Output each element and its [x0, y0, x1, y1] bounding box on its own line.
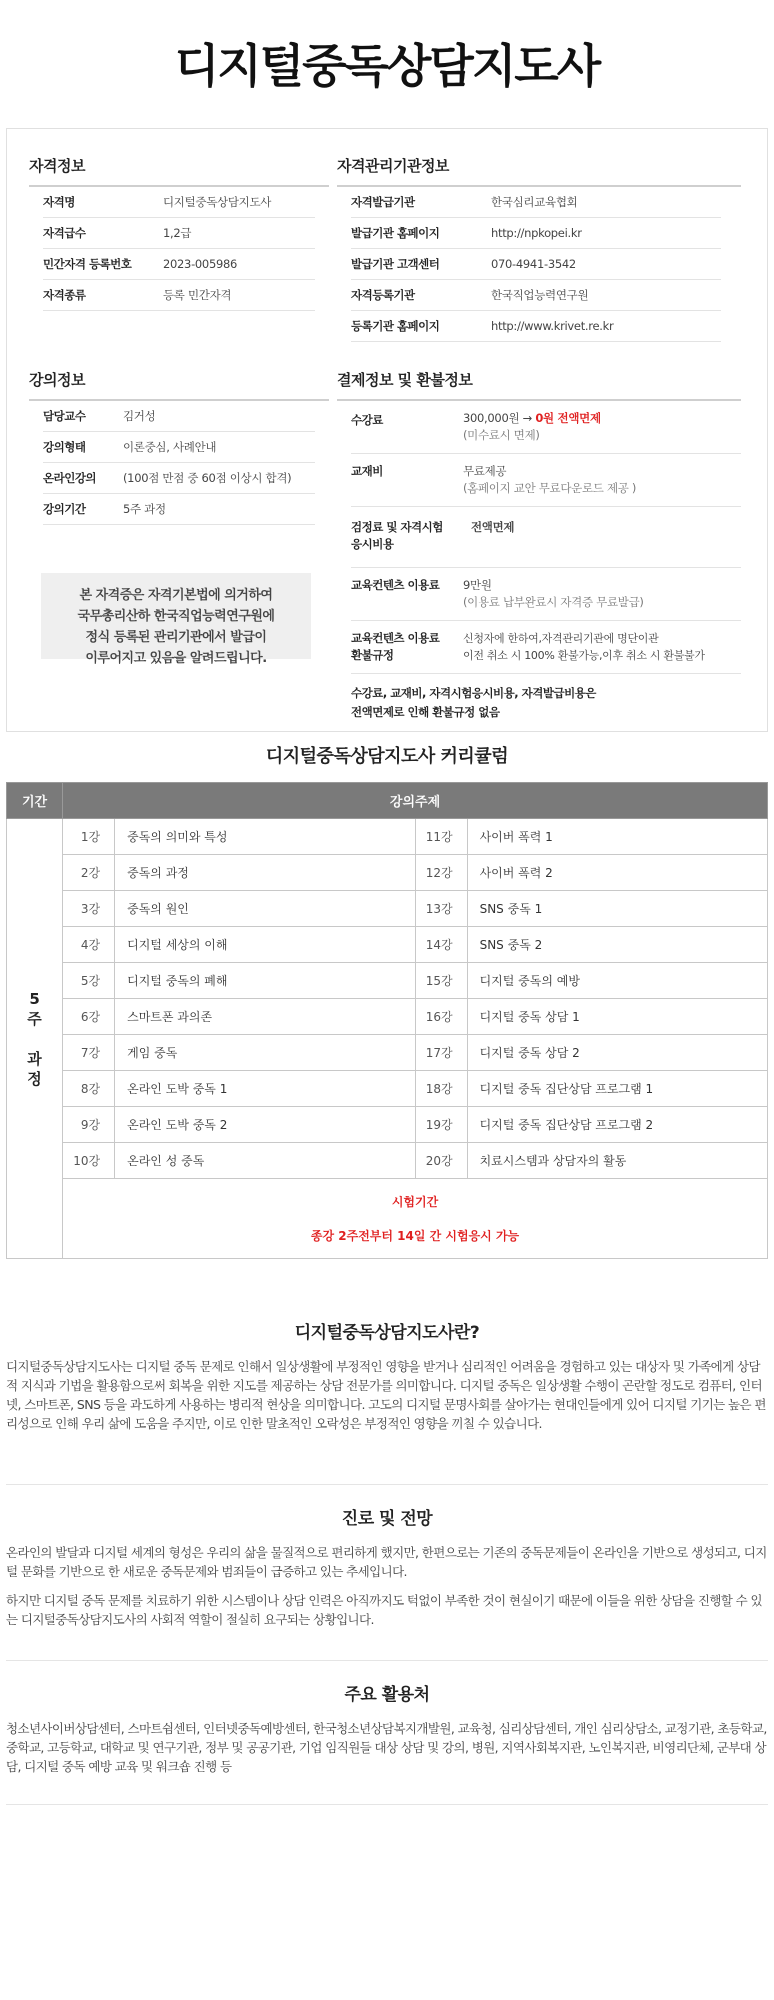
- info-key: 자격발급기관: [351, 195, 415, 209]
- info-row: [43, 432, 315, 463]
- payment-key-line: 응시비용: [351, 537, 394, 551]
- lesson-number: 5강: [63, 963, 115, 999]
- lesson-topic: 디지털 중독의 예방: [467, 963, 767, 999]
- notice-line: 국무총리산하 한국직업능력연구원에: [77, 609, 275, 624]
- payment-key-line: 환불규정: [351, 648, 394, 662]
- period-char: 주: [27, 1009, 42, 1028]
- lesson-number: 17강: [415, 1035, 467, 1071]
- lesson-number: 1강: [63, 819, 115, 855]
- info-key: 발급기관 홈페이지: [351, 226, 440, 240]
- info-key: 민간자격 등록번호: [43, 257, 132, 271]
- info-key: 자격등록기관: [351, 288, 415, 302]
- refund-line: 신청자에 한하여,자격관리기관에 명단이관: [463, 632, 659, 645]
- info-row: [351, 218, 721, 249]
- refund-line: 이전 취소 시 100% 환불가능,이후 취소 시 환불불가: [463, 649, 705, 662]
- refund-note-line: 수강료, 교재비, 자격시험응시비용, 자격발급비용은: [351, 686, 596, 700]
- lesson-number: 3강: [63, 891, 115, 927]
- payment-key: 교육컨텐츠 이용료: [351, 578, 440, 592]
- table-row: [7, 927, 768, 963]
- payment-key: [351, 630, 463, 664]
- divider: [6, 1660, 768, 1661]
- curriculum-table: [6, 782, 768, 1259]
- notice-line: 이루어지고 있음을 알려드립니다.: [85, 651, 267, 666]
- info-value: 이론중심, 사례안내: [123, 440, 217, 454]
- lecture-info-section: [29, 369, 329, 525]
- info-row: [43, 218, 315, 249]
- refund-note-line: 전액면제로 인해 환불규정 없음: [351, 705, 500, 719]
- period-cell: [7, 819, 63, 1259]
- info-key: 강의형태: [43, 440, 86, 454]
- notice-line: 정식 등록된 관리기관에서 발급이: [85, 630, 267, 645]
- info-row: [43, 494, 315, 525]
- info-row: [43, 187, 315, 218]
- homepage-link[interactable]: http://npkopei.kr: [491, 226, 582, 240]
- payment-value: [463, 463, 636, 497]
- org-info-section: [337, 155, 741, 342]
- info-value: 070-4941-3542: [491, 257, 576, 271]
- info-row: [351, 280, 721, 311]
- table-row: [7, 1107, 768, 1143]
- lesson-topic: 스마트폰 과의존: [115, 999, 415, 1035]
- divider: [6, 1484, 768, 1485]
- table-row: [7, 891, 768, 927]
- section-title: 강의정보: [29, 369, 329, 401]
- section-title: 자격관리기관정보: [337, 155, 741, 187]
- lesson-topic: 사이버 폭력 1: [467, 819, 767, 855]
- table-row: [7, 819, 768, 855]
- info-row: [351, 187, 721, 218]
- payment-key: 교재비: [351, 464, 383, 478]
- info-key: 등록기관 홈페이지: [351, 319, 440, 333]
- lesson-topic: 디지털 중독의 폐해: [115, 963, 415, 999]
- header-period: 기간: [7, 783, 63, 819]
- payment-key-line: 검정료 및 자격시험: [351, 520, 443, 534]
- refund-policy: [463, 630, 705, 664]
- payment-section: [337, 369, 741, 722]
- material-value: 무료제공: [463, 464, 507, 478]
- lesson-number: 16강: [415, 999, 467, 1035]
- lesson-topic: 디지털 중독 집단상담 프로그램 1: [467, 1071, 767, 1107]
- career-paragraph: 온라인의 발달과 디지털 세계의 형성은 우리의 삶을 물질적으로 편리하게 했지만, 한편으로는 기존의 중독문제들이 온라인을 기반으로 생성되고, 디지털 문화를 기반으로 한 새로운 중독문제와 범죄들이 급증하고 있는 추세입니다.: [6, 1545, 767, 1579]
- table-row: [7, 1143, 768, 1179]
- lesson-number: 4강: [63, 927, 115, 963]
- table-row: [7, 855, 768, 891]
- lesson-number: 12강: [415, 855, 467, 891]
- lesson-topic: SNS 중독 1: [467, 891, 767, 927]
- info-key: 자격급수: [43, 226, 86, 240]
- payment-key: 수강료: [351, 413, 383, 427]
- payment-row: [351, 621, 741, 674]
- career-title: 진로 및 전망: [341, 1509, 433, 1529]
- lesson-topic: 디지털 세상의 이해: [115, 927, 415, 963]
- about-body: 디지털중독상담지도사는 디지털 중독 문제로 인해서 일상생활에 부정적인 영향을 받거나 심리적인 어려움을 경험하고 있는 대상자 및 가족에게 상담적 지식과 기법을 활용함으로써 회복을 위한 지도를 제공하는 상담 전문가를 의미합니다. 디지털 중독은 일상생활 수행이 곤란할 정도로 컴퓨터, 인터넷, 스마트폰, SNS 등을 과도하게 사용하는 병리적 현상을 의미합니다. 고도의 디지털 문명사회를 살아가는 현대인들에게 있어 디지털 기기는 높은 편리성으로 인해 우리 삶에 도움을 주지만, 이로 인한 말초적인 오락성은 부정적인 영향을 끼칠 수 있습니다.: [6, 1359, 766, 1431]
- lesson-topic: 온라인 도박 중독 1: [115, 1071, 415, 1107]
- notice-line: 본 자격증은 자격기본법에 의거하여: [79, 588, 273, 603]
- lesson-number: 13강: [415, 891, 467, 927]
- lesson-number: 7강: [63, 1035, 115, 1071]
- info-row: [351, 249, 721, 280]
- refund-note: [351, 674, 741, 722]
- lesson-number: 20강: [415, 1143, 467, 1179]
- payment-row: [351, 568, 741, 621]
- info-value: 한국직업능력연구원: [491, 288, 589, 302]
- lesson-number: 15강: [415, 963, 467, 999]
- payment-value: [463, 410, 601, 444]
- info-value: 김거성: [123, 409, 156, 423]
- tuition-note: (미수료시 면제): [463, 428, 540, 442]
- period-char: 정: [27, 1069, 42, 1088]
- payment-row: [351, 454, 741, 507]
- lesson-number: 8강: [63, 1071, 115, 1107]
- period-char: 과: [27, 1049, 42, 1068]
- section-title: 자격정보: [29, 155, 329, 187]
- info-key: 온라인강의: [43, 471, 97, 485]
- tuition-price: 300,000원 →: [463, 411, 536, 425]
- usage-section: [6, 1680, 768, 1786]
- info-row: [43, 280, 315, 311]
- lesson-topic: 디지털 중독 상담 1: [467, 999, 767, 1035]
- homepage-link[interactable]: http://www.krivet.re.kr: [491, 319, 614, 333]
- payment-key: [351, 519, 463, 553]
- about-title: 디지털중독상담지도사란?: [294, 1323, 480, 1343]
- notice-box: [41, 573, 311, 666]
- exam-period-desc: 종강 2주전부터 14일 간 시험응시 가능: [310, 1228, 520, 1243]
- lesson-number: 10강: [63, 1143, 115, 1179]
- content-fee-value: 9만원: [463, 578, 492, 592]
- payment-key-line: 교육컨텐츠 이용료: [351, 631, 440, 645]
- table-row: [7, 963, 768, 999]
- info-value: 한국심리교육협회: [491, 195, 578, 209]
- table-row: [7, 1035, 768, 1071]
- payment-value: [463, 577, 644, 611]
- lesson-topic: 게임 중독: [115, 1035, 415, 1071]
- info-key: 자격종류: [43, 288, 86, 302]
- info-row: [43, 463, 315, 494]
- info-box: [6, 128, 768, 732]
- about-section: [6, 1318, 768, 1443]
- info-row: [351, 311, 721, 342]
- lesson-number: 11강: [415, 819, 467, 855]
- period-char: 5: [29, 989, 40, 1008]
- exam-period-cell: [63, 1179, 768, 1259]
- lesson-topic: SNS 중독 2: [467, 927, 767, 963]
- table-header-row: [7, 783, 768, 819]
- info-row: [43, 401, 315, 432]
- material-note: (홈페이지 교안 무료다운로드 제공 ): [463, 481, 637, 495]
- lesson-number: 6강: [63, 999, 115, 1035]
- info-value: 디지털중독상담지도사: [163, 195, 272, 209]
- lesson-topic: 중독의 의미와 특성: [115, 819, 415, 855]
- lesson-topic: 디지털 중독 집단상담 프로그램 2: [467, 1107, 767, 1143]
- career-section: [6, 1504, 768, 1639]
- lesson-number: 19강: [415, 1107, 467, 1143]
- header-topic: 강의주제: [63, 783, 768, 819]
- tuition-free: 0원 전액면제: [535, 411, 601, 425]
- qualification-info-section: [29, 155, 329, 311]
- lesson-number: 9강: [63, 1107, 115, 1143]
- lesson-topic: 치료시스템과 상담자의 활동: [467, 1143, 767, 1179]
- info-value: 2023-005986: [163, 257, 238, 271]
- info-value: (100점 만점 중 60점 이상시 합격): [123, 471, 292, 485]
- section-title: 결제정보 및 환불정보: [337, 369, 741, 401]
- lesson-number: 2강: [63, 855, 115, 891]
- lesson-topic: 온라인 성 중독: [115, 1143, 415, 1179]
- info-value: 등록 민간자격: [163, 288, 232, 302]
- lesson-topic: 중독의 과정: [115, 855, 415, 891]
- lesson-number: 14강: [415, 927, 467, 963]
- lesson-topic: 디지털 중독 상담 2: [467, 1035, 767, 1071]
- payment-row: [351, 401, 741, 454]
- info-key: 강의기간: [43, 502, 86, 516]
- exam-period-row: [7, 1179, 768, 1259]
- table-row: [7, 999, 768, 1035]
- lesson-topic: 중독의 원인: [115, 891, 415, 927]
- usage-title: 주요 활용처: [344, 1685, 430, 1705]
- period-gap: [7, 1029, 62, 1049]
- info-row: [43, 249, 315, 280]
- content-fee-note: (이용료 납부완료시 자격증 무료발급): [463, 595, 644, 609]
- info-value: 5주 과정: [123, 502, 166, 516]
- lesson-topic: 온라인 도박 중독 2: [115, 1107, 415, 1143]
- career-paragraph: 하지만 디지털 중독 문제를 치료하기 위한 시스템이나 상담 인력은 아직까지도 턱없이 부족한 것이 현실이기 때문에 이들을 위한 상담을 진행할 수 있는 디지털중독상담지도사의 사회적 역할이 절실히 요구되는 상황입니다.: [6, 1593, 762, 1627]
- table-row: [7, 1071, 768, 1107]
- exam-fee-value: 전액면제: [471, 520, 515, 534]
- info-key: 담당교수: [43, 409, 86, 423]
- info-value: 1,2급: [163, 226, 192, 240]
- lesson-number: 18강: [415, 1071, 467, 1107]
- exam-period-title: 시험기간: [391, 1194, 439, 1209]
- page-title: 디지털중독상담지도사: [174, 39, 600, 93]
- curriculum-title: 디지털중독상담지도사 커리큘럼: [265, 746, 509, 767]
- info-key: 발급기관 고객센터: [351, 257, 440, 271]
- divider: [6, 1804, 768, 1805]
- usage-body: 청소년사이버상담센터, 스마트쉼센터, 인터넷중독예방센터, 한국청소년상담복지개발원, 교육청, 심리상담센터, 개인 심리상담소, 교정기관, 초등학교, 중학교, 고등학교, 대학교 및 연구기관, 정부 및 공공기관, 기업 임직원들 대상 상담 및 강의, 병원, 지역사회복지관, 노인복지관, 비영리단체, 군부대 상담, 디지털 중독 예방 교육 및 워크숍 진행 등: [6, 1721, 767, 1774]
- tuition-line: [463, 410, 601, 427]
- payment-row: [351, 507, 741, 568]
- info-key: 자격명: [43, 195, 75, 209]
- lesson-topic: 사이버 폭력 2: [467, 855, 767, 891]
